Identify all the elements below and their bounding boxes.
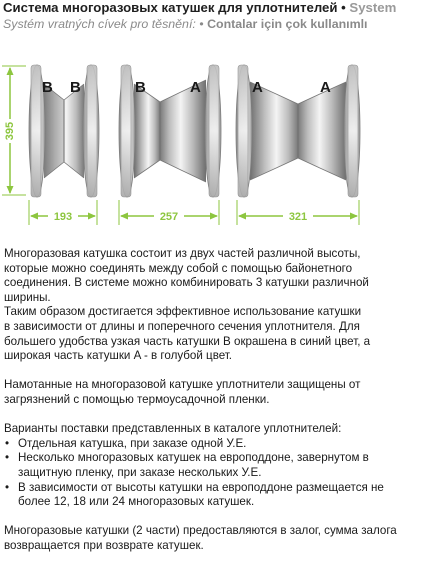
text-line: которые можно соединять между собой с помощью байонетного	[4, 261, 353, 275]
page-title	[3, 0, 443, 16]
title-separator: •	[337, 0, 350, 15]
list-item	[4, 481, 436, 510]
reel-ba-right-label: A	[190, 79, 201, 96]
width-label-321: 321	[288, 211, 308, 223]
paragraph-deposit	[4, 524, 436, 553]
text-line: Многоразовые катушки (2 части) предоставляются в залог, сумма залога	[4, 524, 397, 538]
reel-ba-left-label: B	[135, 79, 146, 96]
reel-bb	[29, 65, 99, 197]
width-dimension-321	[237, 200, 359, 225]
text-line: В зависимости от высоты катушки на европоддоне размещается не	[18, 480, 384, 494]
text-line: Несколько многоразовых катушек на европоддоне, завернутом в	[18, 451, 369, 465]
reel-ba	[119, 65, 221, 197]
reel-bb-right-label: B	[70, 79, 81, 96]
reel-aa-left-label: A	[252, 79, 263, 96]
width-dimension-257	[119, 200, 219, 225]
text-line: большего удобства узкая часть катушки B окрашена в синий цвет, а	[4, 334, 371, 348]
reel-aa	[236, 65, 360, 197]
width-label-257: 257	[159, 211, 179, 223]
list-item	[4, 451, 436, 480]
height-dimension	[2, 66, 26, 195]
text-line: Таким образом достигается эффективное использование катушки	[4, 305, 362, 319]
reel-diagram-svg	[0, 60, 443, 235]
text-line: широкая часть катушки A - в голубой цвет.	[4, 349, 233, 363]
title-alt: System	[349, 0, 397, 15]
text-line: ширины.	[4, 290, 51, 304]
width-label-193: 193	[53, 211, 73, 223]
reel-bb-left-label: B	[42, 79, 53, 96]
page-subtitle	[3, 16, 443, 32]
reel-diagram	[0, 60, 443, 235]
text-line: в зависимости от длины и поперечного сечения уплотнителя. Для	[4, 319, 360, 333]
text-line: загрязнений с помощью термоусадочной пленки.	[4, 392, 270, 406]
paragraph-protection	[4, 378, 436, 407]
width-dimension-193	[29, 200, 97, 225]
text-line: защитную пленку, при заказе нескольких У.Е.	[18, 465, 262, 479]
text-line: Отдельная катушка, при заказе одной У.Е.	[18, 436, 247, 450]
text-line: более 12, 18 или 24 многоразовых катушек.	[18, 495, 255, 509]
text-line: возвращается при возврате катушек.	[4, 538, 204, 552]
reel-aa-right-label: A	[320, 79, 331, 96]
text-line: Намотанные на многоразовой катушке уплотнители защищены от	[4, 378, 361, 392]
text-line: Многоразовая катушка состоит из двух частей различной высоты,	[4, 247, 361, 260]
body-text	[4, 247, 436, 553]
text-line: соединения. В системе можно комбинировать 3 катушки различной	[4, 276, 369, 290]
subtitle-cz: Systém vratných cívek pro těsnění:	[3, 17, 196, 31]
subtitle-tr: Contalar için çok kullanımlı	[207, 17, 368, 31]
height-label: 395	[3, 121, 16, 141]
delivery-options-list	[4, 437, 436, 510]
page-header	[3, 0, 443, 32]
subtitle-separator: •	[195, 17, 208, 31]
paragraph-description	[4, 247, 436, 364]
title-ru: Система многоразовых катушек для уплотнителей	[3, 0, 338, 15]
list-item	[4, 437, 436, 452]
paragraph-delivery-intro: Варианты поставки представленных в каталоге уплотнителей:	[4, 422, 342, 436]
